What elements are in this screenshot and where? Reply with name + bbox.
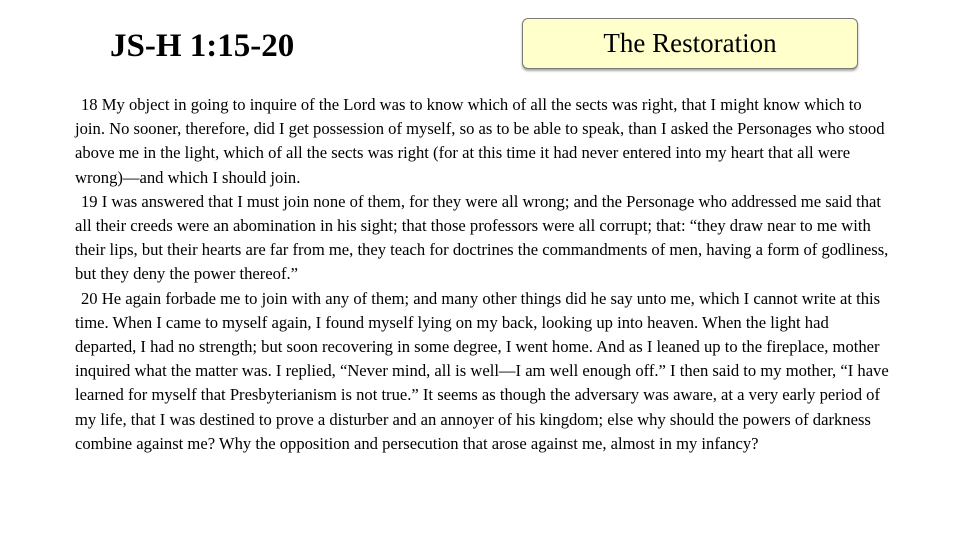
heading-box: [522, 18, 858, 69]
scripture-reference-title: JS-H 1:15-20: [110, 28, 295, 64]
scripture-text-body: [75, 93, 890, 456]
verse-18: 18 My object in going to inquire of the Lord was to know which of all the sects was right, that I might know which to join. No sooner, therefore, did I get possession of myself, so as to be able to speak, than I asked the Personages who stood above me in the light, which of all the sects was right (for at this time it had never entered into my heart that all were wrong)—and which I should join.: [75, 95, 885, 187]
heading-label: The Restoration: [603, 28, 777, 58]
verse-20: 20 He again forbade me to join with any of them; and many other things did he say unto me, which I cannot write at this time. When I came to myself again, I found myself lying on my back, looking up into heaven. When the light had departed, I had no strength; but soon recovering in some degree, I went home. And as I leaned up to the fireplace, mother inquired what the matter was. I replied, “Never mind, all is well—I am well enough off.” I then said to my mother, “I have learned for myself that Presbyterianism is not true.” It seems as though the adversary was aware, at a very early period of my life, that I was destined to prove a disturber and an annoyer of his kingdom; else why should the powers of darkness combine against me? Why the opposition and persecution that arose against me, almost in my infancy?: [75, 288, 889, 453]
verse-19: 19 I was answered that I must join none of them, for they were all wrong; and the Personage who addressed me said that all their creeds were an abomination in his sight; that those professors were all corrupt; that: “they draw near to me with their lips, but their hearts are far from me, they teach for doctrines the commandments of men, having a form of godliness, but they deny the power thereof.”: [75, 191, 889, 284]
